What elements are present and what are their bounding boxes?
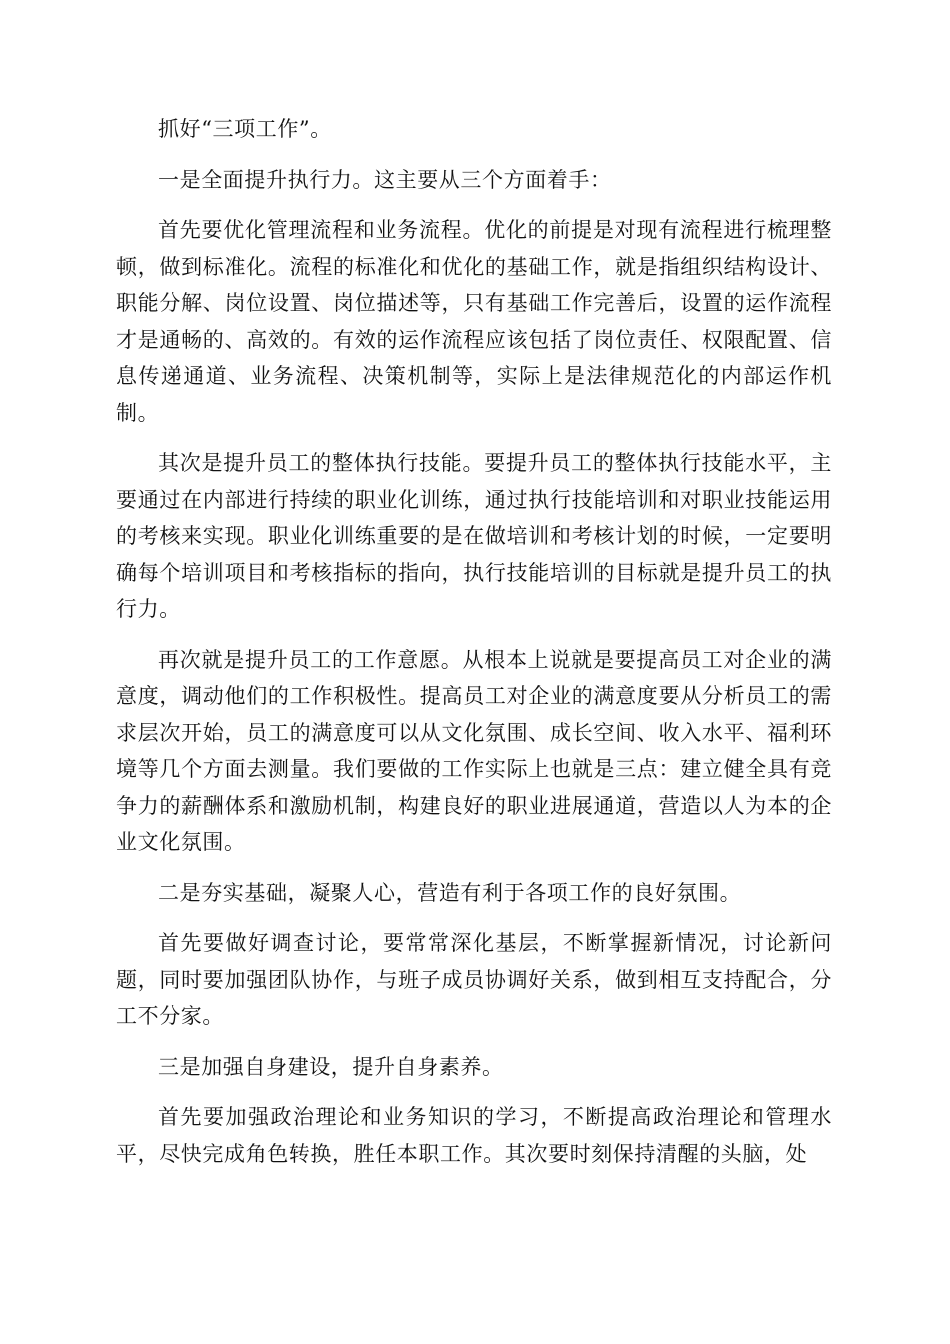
paragraph-point-two: 二是夯实基础，凝聚人心，营造有利于各项工作的良好氛围。 — [158, 880, 742, 905]
paragraph-intro: 抓好“三项工作”。 — [158, 117, 332, 141]
document-body — [116, 111, 832, 1186]
paragraph-research: 首先要做好调查讨论，要常常深化基层，不断掌握新情况，讨论新问题，同时要加强团队协作，与班子成员协调好关系，做到相互支持配合，分工不分家。 — [116, 931, 832, 1028]
paragraph-optimize-process: 首先要优化管理流程和业务流程。优化的前提是对现有流程进行梳理整顿，做到标准化。流程的标准化和优化的基础工作，就是指组织结构设计、职能分解、岗位设置、岗位描述等，只有基础工作完善后，设置的运作流程才是通畅的、高效的。有效的运作流程应该包括了岗位责任、权限配置、信息传递通道、业务流程、决策机制等，实际上是法律规范化的内部运作机制。 — [116, 218, 832, 425]
paragraph-work-willingness: 再次就是提升员工的工作意愿。从根本上说就是要提高员工对企业的满意度，调动他们的工作积极性。提高员工对企业的满意度要从分析员工的需求层次开始，员工的满意度可以从文化氛围、成长空间、收入水平、福利环境等几个方面去测量。我们要做的工作实际上也就是三点：建立健全具有竞争力的薪酬体系和激励机制，构建良好的职业进展通道，营造以人为本的企业文化氛围。 — [116, 647, 832, 854]
paragraph-study: 首先要加强政治理论和业务知识的学习，不断提高政治理论和管理水平，尽快完成角色转换，胜任本职工作。其次要时刻保持清醒的头脑，处 — [116, 1105, 832, 1166]
paragraph-point-three: 三是加强自身建设，提升自身素养。 — [158, 1054, 504, 1079]
paragraph-point-one: 一是全面提升执行力。这主要从三个方面着手： — [158, 167, 612, 192]
paragraph-execution-skills: 其次是提升员工的整体执行技能。要提升员工的整体执行技能水平，主要通过在内部进行持续的职业化训练，通过执行技能培训和对职业技能运用的考核来实现。职业化训练重要的是在做培训和考核计划的时候，一定要明确每个培训项目和考核指标的指向，执行技能培训的目标就是提升员工的执行力。 — [116, 451, 832, 621]
